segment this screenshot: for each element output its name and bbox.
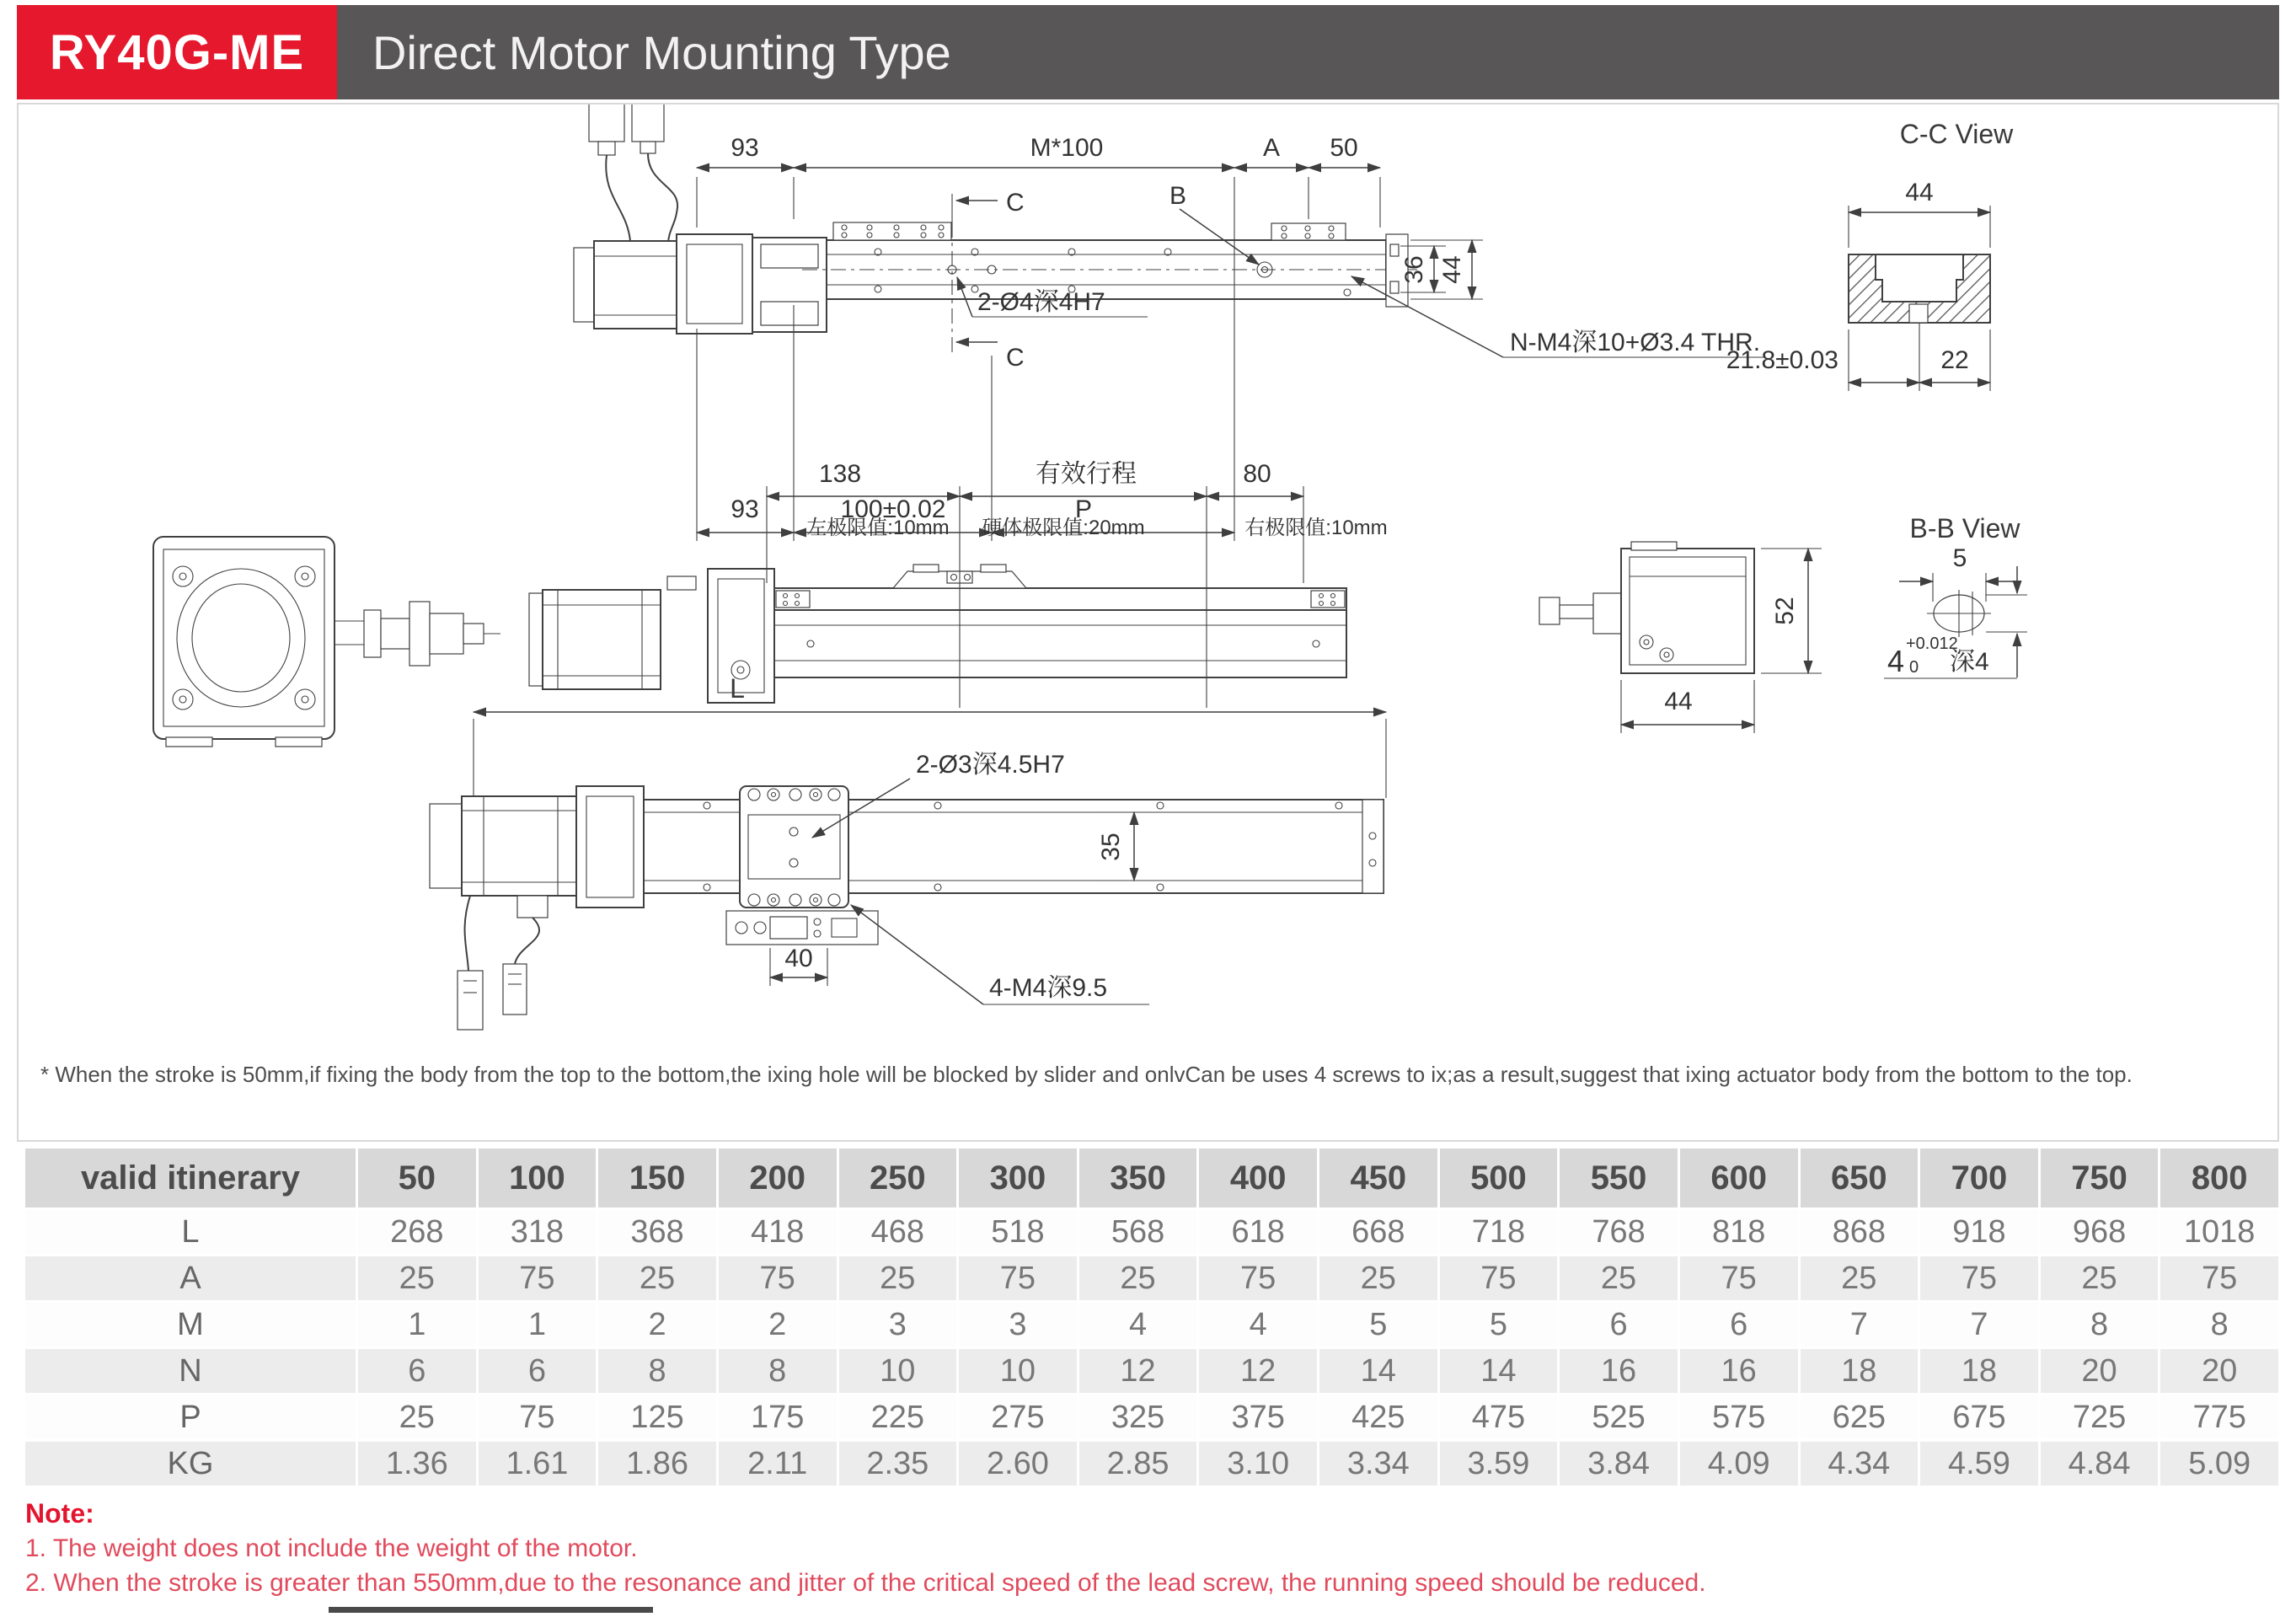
table-cell: 3 xyxy=(959,1303,1077,1347)
table-cell: 16 xyxy=(1560,1349,1678,1393)
table-cell: 625 xyxy=(1801,1395,1919,1439)
table-cell: 75 xyxy=(479,1395,597,1439)
table-cell: 3 xyxy=(839,1303,957,1347)
middle-side-view xyxy=(153,460,1822,747)
table-cell: 25 xyxy=(598,1256,716,1300)
table-cell: 3.34 xyxy=(1319,1442,1437,1486)
table-cell: 668 xyxy=(1319,1210,1437,1254)
table-cell: 4 xyxy=(1079,1303,1197,1347)
dim-44-top-view: 44 xyxy=(1438,255,1466,284)
table-cell: 475 xyxy=(1440,1395,1558,1439)
dim-40-group xyxy=(770,945,827,986)
table-cell: 868 xyxy=(1801,1210,1919,1254)
table-row-label: N xyxy=(25,1349,356,1393)
table-cell: 425 xyxy=(1319,1395,1437,1439)
table-row-label: KG xyxy=(25,1442,356,1486)
section-c-label-bottom: C xyxy=(1006,344,1025,372)
table-cell: 2.60 xyxy=(959,1442,1077,1486)
table-cell: 1 xyxy=(358,1303,476,1347)
dim-35: 35 xyxy=(1097,833,1125,861)
table-cell: 918 xyxy=(1920,1210,2038,1254)
callout-thread: N-M4深10+Ø3.4 THR. xyxy=(1510,329,1761,356)
notes-section xyxy=(25,1498,2258,1604)
clipped-text-fragment xyxy=(329,1607,653,1613)
table-cell: 14 xyxy=(1319,1349,1437,1393)
table-cell: 175 xyxy=(719,1395,837,1439)
table-cell: 2.11 xyxy=(719,1442,837,1486)
table-cell: 2.85 xyxy=(1079,1442,1197,1486)
table-header-cell: 350 xyxy=(1079,1148,1197,1207)
page-header xyxy=(17,5,2279,99)
table-cell: 1018 xyxy=(2160,1210,2278,1254)
table-cell: 2.35 xyxy=(839,1442,957,1486)
table-cell: 4.34 xyxy=(1801,1442,1919,1486)
table-cell: 75 xyxy=(1199,1256,1317,1300)
dim-40: 40 xyxy=(784,945,813,972)
right-height-dims xyxy=(1400,240,1483,299)
bottom-top-view xyxy=(430,673,1386,1030)
sensor-bracket xyxy=(726,911,878,945)
top-side-view xyxy=(574,104,1764,541)
hard-limit-label: 硬体极限值:20mm xyxy=(982,517,1145,539)
section-c-label-top: C xyxy=(1006,189,1025,217)
table-cell: 75 xyxy=(1680,1256,1798,1300)
bb-depth: 深4 xyxy=(1950,648,1989,676)
table-cell: 6 xyxy=(479,1349,597,1393)
side-view-actuator xyxy=(529,565,1346,703)
table-cell: 10 xyxy=(959,1349,1077,1393)
table-cell: 25 xyxy=(1319,1256,1437,1300)
table-cell: 20 xyxy=(2160,1349,2278,1393)
bb-view-title: B-B View xyxy=(1909,513,2020,543)
table-cell: 368 xyxy=(598,1210,716,1254)
table-cell: 18 xyxy=(1920,1349,2038,1393)
dim-a: A xyxy=(1262,134,1281,162)
model-badge: RY40G-ME xyxy=(17,5,337,99)
stroke-title: 有效行程 xyxy=(1036,460,1137,488)
table-cell: 518 xyxy=(959,1210,1077,1254)
table-cell: 525 xyxy=(1560,1395,1678,1439)
table-cell: 325 xyxy=(1079,1395,1197,1439)
drawing-footnote: * When the stroke is 50mm,if fixing the body from the top to the bottom,the ixing hole will be blocked by slider and onlvCan be uses 4 screws to ix;as a result,suggest that ixing actuator body from the bottom to the top. xyxy=(40,1062,2133,1087)
dim-93-top: 93 xyxy=(731,134,759,162)
table-cell: 25 xyxy=(839,1256,957,1300)
table-cell: 4.84 xyxy=(2041,1442,2159,1486)
table-cell: 8 xyxy=(2160,1303,2278,1347)
screw-callout xyxy=(851,905,1149,1004)
table-cell: 775 xyxy=(2160,1395,2278,1439)
table-header-cell: 600 xyxy=(1680,1148,1798,1207)
table-cell: 6 xyxy=(358,1349,476,1393)
motor-body xyxy=(574,234,827,334)
table-cell: 25 xyxy=(1560,1256,1678,1300)
table-cell: 375 xyxy=(1199,1395,1317,1439)
cc-dim-22: 22 xyxy=(1940,346,1969,374)
label-b: B xyxy=(1169,182,1187,210)
left-limit-label: 左极限值:10mm xyxy=(806,517,950,539)
table-cell: 818 xyxy=(1680,1210,1798,1254)
table-header-cell: 150 xyxy=(598,1148,716,1207)
callout-dowel-top: 2-Ø4深4H7 xyxy=(977,288,1105,316)
table-header-cell: 650 xyxy=(1801,1148,1919,1207)
table-cell: 7 xyxy=(1801,1303,1919,1347)
table-header-cell: 50 xyxy=(358,1148,476,1207)
bottom-dimension-chain xyxy=(697,305,1234,541)
bb-tol-lower: 0 xyxy=(1909,658,1919,677)
table-cell: 75 xyxy=(1440,1256,1558,1300)
table-header-cell: 200 xyxy=(719,1148,837,1207)
table-cell: 7 xyxy=(1920,1303,2038,1347)
table-cell: 18 xyxy=(1801,1349,1919,1393)
table-header-label: valid itinerary xyxy=(25,1148,356,1207)
table-cell: 4.59 xyxy=(1920,1442,2038,1486)
callout-dowel-bottom: 2-Ø3深4.5H7 xyxy=(916,751,1065,779)
dim-44-end-view: 44 xyxy=(1664,688,1693,715)
bottom-slider xyxy=(740,786,848,908)
table-cell: 25 xyxy=(358,1395,476,1439)
table-cell: 12 xyxy=(1199,1349,1317,1393)
table-header-cell: 750 xyxy=(2041,1148,2159,1207)
table-cell: 1.61 xyxy=(479,1442,597,1486)
table-cell: 768 xyxy=(1560,1210,1678,1254)
table-cell: 5.09 xyxy=(2160,1442,2278,1486)
dim-52: 52 xyxy=(1771,597,1799,625)
table-header-cell: 300 xyxy=(959,1148,1077,1207)
bb-dim-4: 4 xyxy=(1887,644,1905,678)
table-cell: 75 xyxy=(479,1256,597,1300)
table-cell: 14 xyxy=(1440,1349,1558,1393)
table-cell: 6 xyxy=(1680,1303,1798,1347)
table-header-cell: 400 xyxy=(1199,1148,1317,1207)
table-row-label: L xyxy=(25,1210,356,1254)
table-row-label: A xyxy=(25,1256,356,1300)
table-cell: 8 xyxy=(2041,1303,2159,1347)
table-header-cell: 800 xyxy=(2160,1148,2278,1207)
table-cell: 3.59 xyxy=(1440,1442,1558,1486)
bottom-cables xyxy=(458,896,548,1030)
table-cell: 225 xyxy=(839,1395,957,1439)
table-cell: 75 xyxy=(959,1256,1077,1300)
dim-l: L xyxy=(730,673,745,704)
thread-callout xyxy=(1351,276,1764,357)
table-cell: 4.09 xyxy=(1680,1442,1798,1486)
bb-dim-5: 5 xyxy=(1952,544,1967,572)
table-cell: 6 xyxy=(1560,1303,1678,1347)
dim-80: 80 xyxy=(1243,460,1271,488)
table-cell: 3.84 xyxy=(1560,1442,1678,1486)
dim-50: 50 xyxy=(1330,134,1358,162)
table-cell: 125 xyxy=(598,1395,716,1439)
motor-cables xyxy=(589,104,677,243)
table-cell: 1 xyxy=(479,1303,597,1347)
table-row-label: M xyxy=(25,1303,356,1347)
dim-36: 36 xyxy=(1400,255,1428,284)
note-item-1: 1. The weight does not include the weight of the motor. xyxy=(25,1534,638,1562)
table-cell: 1.36 xyxy=(358,1442,476,1486)
table-cell: 5 xyxy=(1440,1303,1558,1347)
end-view xyxy=(1539,542,1822,733)
dim-p: P xyxy=(1074,495,1093,523)
callout-screw: 4-M4深9.5 xyxy=(989,974,1108,1002)
table-cell: 25 xyxy=(1801,1256,1919,1300)
dim-138: 138 xyxy=(818,460,862,488)
table-cell: 25 xyxy=(2041,1256,2159,1300)
table-cell: 10 xyxy=(839,1349,957,1393)
table-cell: 3.10 xyxy=(1199,1442,1317,1486)
table-cell: 8 xyxy=(598,1349,716,1393)
table-cell: 575 xyxy=(1680,1395,1798,1439)
table-header-cell: 700 xyxy=(1920,1148,2038,1207)
table-header-cell: 250 xyxy=(839,1148,957,1207)
table-cell: 2 xyxy=(598,1303,716,1347)
cc-dim-218: 21.8±0.03 xyxy=(1726,346,1838,374)
table-cell: 16 xyxy=(1680,1349,1798,1393)
table-cell: 1.86 xyxy=(598,1442,716,1486)
dim-100: 100±0.02 xyxy=(840,495,946,523)
bb-tol-upper: +0.012 xyxy=(1906,634,1958,653)
table-cell: 8 xyxy=(719,1349,837,1393)
table-cell: 4 xyxy=(1199,1303,1317,1347)
table-cell: 25 xyxy=(1079,1256,1197,1300)
dim-93-bottom: 93 xyxy=(731,495,759,523)
table-cell: 25 xyxy=(358,1256,476,1300)
table-cell: 968 xyxy=(2041,1210,2159,1254)
table-cell: 75 xyxy=(1920,1256,2038,1300)
table-row-label: P xyxy=(25,1395,356,1439)
table-cell: 468 xyxy=(839,1210,957,1254)
table-header-cell: 500 xyxy=(1440,1148,1558,1207)
technical-drawing xyxy=(19,104,2281,1143)
spec-table xyxy=(25,1148,2278,1486)
table-cell: 268 xyxy=(358,1210,476,1254)
table-header-cell: 100 xyxy=(479,1148,597,1207)
bb-view xyxy=(1884,513,2027,678)
technical-drawing-panel xyxy=(17,103,2279,1142)
shaft-coupling xyxy=(334,602,500,666)
table-cell: 12 xyxy=(1079,1349,1197,1393)
cc-view-title: C-C View xyxy=(1899,119,2014,149)
table-cell: 675 xyxy=(1920,1395,2038,1439)
motor-front-view xyxy=(153,537,334,747)
right-limit-label: 右极限值:10mm xyxy=(1244,517,1388,539)
notes-title: Note: xyxy=(25,1498,94,1529)
table-cell: 275 xyxy=(959,1395,1077,1439)
table-cell: 418 xyxy=(719,1210,837,1254)
table-cell: 5 xyxy=(1319,1303,1437,1347)
table-cell: 75 xyxy=(2160,1256,2278,1300)
table-cell: 568 xyxy=(1079,1210,1197,1254)
table-cell: 75 xyxy=(719,1256,837,1300)
dim-m100: M*100 xyxy=(1030,134,1104,162)
table-header-cell: 550 xyxy=(1560,1148,1678,1207)
table-cell: 618 xyxy=(1199,1210,1317,1254)
rail-body xyxy=(802,222,1417,307)
cc-dim-44: 44 xyxy=(1905,179,1934,206)
table-cell: 718 xyxy=(1440,1210,1558,1254)
note-item-2: 2. When the stroke is greater than 550mm,due to the resonance and jitter of the critical speed of the lead screw, the running speed should be reduced. xyxy=(25,1569,1706,1597)
table-cell: 20 xyxy=(2041,1349,2159,1393)
table-cell: 318 xyxy=(479,1210,597,1254)
bottom-motor xyxy=(430,786,644,908)
table-header-cell: 450 xyxy=(1319,1148,1437,1207)
table-cell: 2 xyxy=(719,1303,837,1347)
table-cell: 725 xyxy=(2041,1395,2159,1439)
page-title: Direct Motor Mounting Type xyxy=(372,25,951,79)
cc-view xyxy=(1726,119,2014,391)
